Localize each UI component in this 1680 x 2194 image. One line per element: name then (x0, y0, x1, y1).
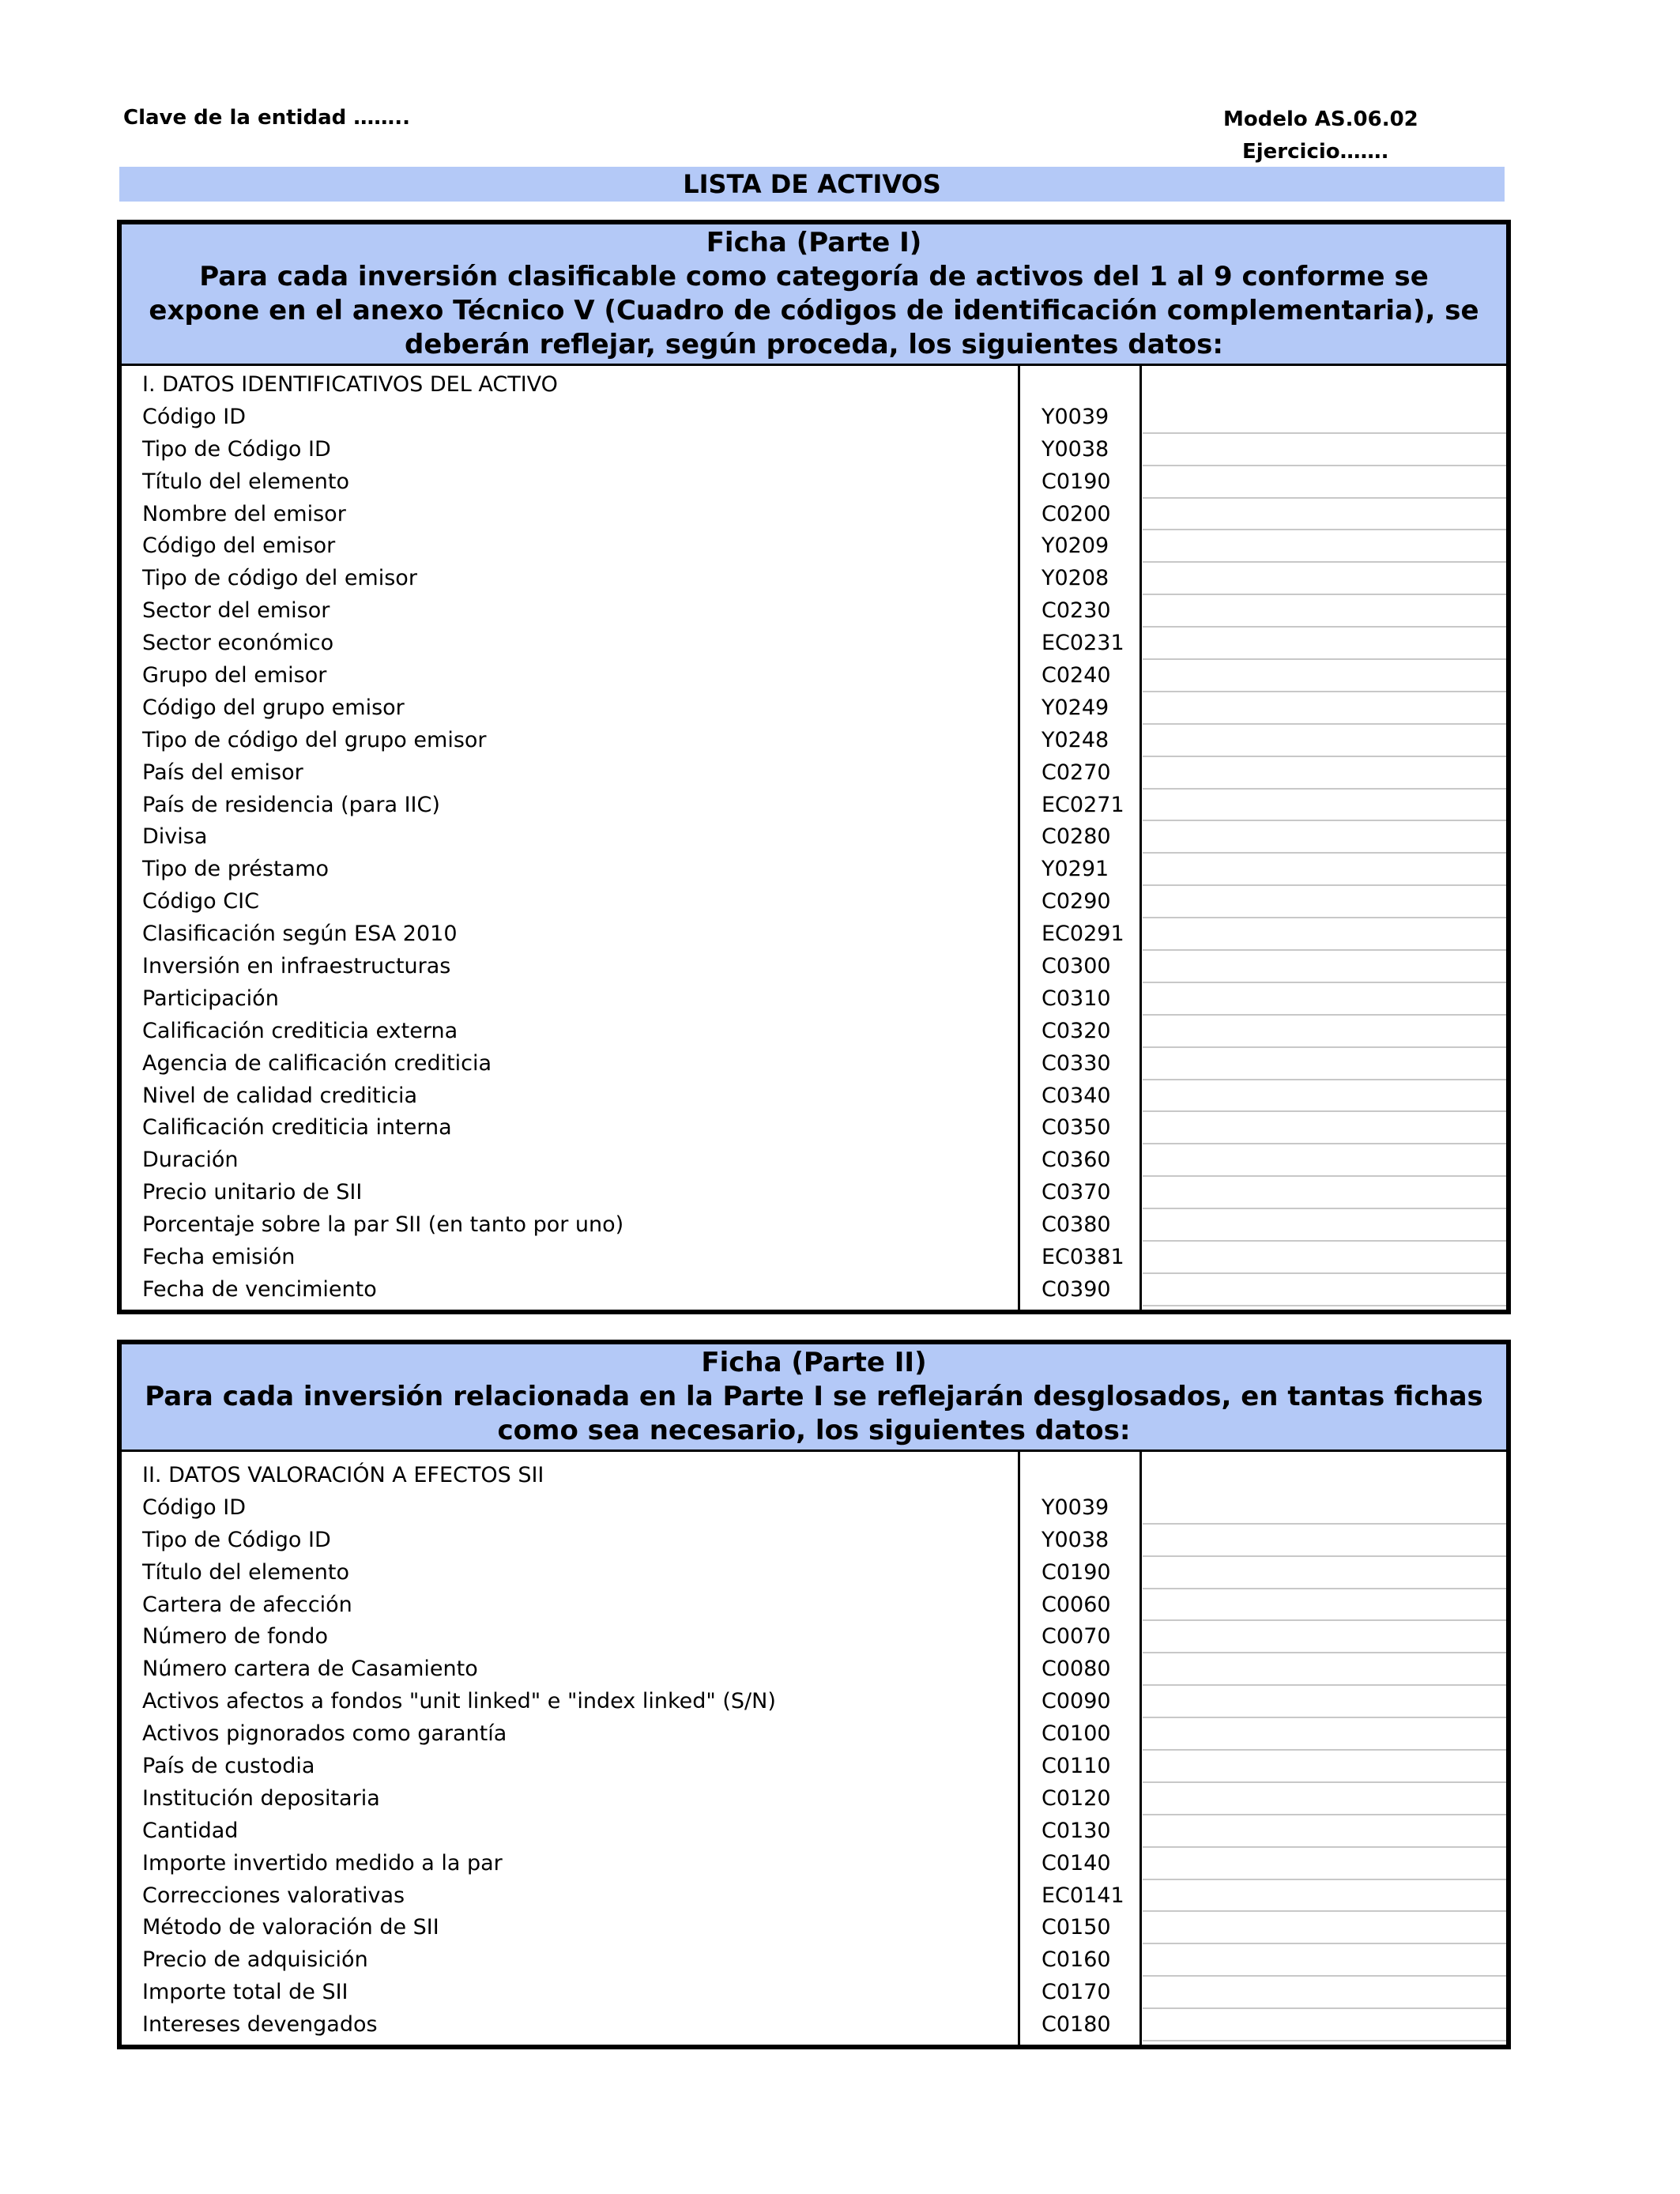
field-label: Fecha de vencimiento (142, 1276, 377, 1302)
field-code: C0090 (1042, 1689, 1111, 1714)
field-label: Importe invertido medido a la par (142, 1850, 503, 1875)
field-code: C0380 (1042, 1212, 1111, 1238)
table-row (122, 692, 1506, 725)
field-label: Tipo de Código ID (142, 1527, 331, 1552)
field-label: Agencia de calificación crediticia (142, 1050, 492, 1076)
table-row (122, 1880, 1506, 1913)
table-row (122, 1783, 1506, 1815)
table-row (122, 1016, 1506, 1048)
field-code: Y0038 (1042, 436, 1109, 462)
field-label: Código ID (142, 404, 247, 429)
field-code: C0100 (1042, 1721, 1111, 1747)
field-code: C0320 (1042, 1018, 1111, 1043)
field-label: Cartera de afección (142, 1592, 352, 1617)
field-label: Título del elemento (142, 1559, 349, 1585)
table-row (122, 628, 1506, 660)
table-row (122, 918, 1506, 951)
field-code: Y0249 (1042, 695, 1109, 720)
field-code: Y0291 (1042, 857, 1109, 882)
ficha-part-2 (117, 1340, 1511, 2049)
field-code: EC0291 (1042, 922, 1124, 947)
field-label: Código CIC (142, 889, 259, 914)
field-label: Sector económico (142, 631, 334, 656)
field-label: Número de fondo (142, 1624, 328, 1649)
field-label: Calificación crediticia interna (142, 1115, 452, 1140)
field-code: C0190 (1042, 1559, 1111, 1585)
table-row (122, 401, 1506, 434)
table-row (122, 1242, 1506, 1274)
field-code: C0340 (1042, 1083, 1111, 1108)
field-label: Importe total de SII (142, 1980, 348, 2005)
page-title: LISTA DE ACTIVOS (119, 167, 1505, 202)
field-label: Código del grupo emisor (142, 695, 405, 720)
field-label: Participación (142, 986, 279, 1011)
table-row (122, 1080, 1506, 1113)
field-code: C0110 (1042, 1754, 1111, 1779)
table-row (122, 1944, 1506, 1977)
table-row (122, 660, 1506, 692)
table-row (122, 1112, 1506, 1144)
field-label: Nivel de calidad crediticia (142, 1083, 418, 1108)
field-code: C0070 (1042, 1624, 1111, 1649)
field-code: Y0039 (1042, 404, 1109, 429)
field-code: C0190 (1042, 469, 1111, 494)
field-code: C0200 (1042, 501, 1111, 526)
ficha-part-1-title: Ficha (Parte I) (706, 227, 922, 258)
model-label: Modelo AS.06.02 (1223, 107, 1418, 131)
table-row (122, 530, 1506, 563)
table-row (122, 1977, 1506, 2009)
field-code: C0360 (1042, 1148, 1111, 1173)
table-row (122, 1848, 1506, 1880)
field-code: C0170 (1042, 1980, 1111, 2005)
table-row (122, 1525, 1506, 1557)
field-code: C0060 (1042, 1592, 1111, 1617)
field-code: C0150 (1042, 1915, 1111, 1940)
field-label: Código ID (142, 1495, 247, 1520)
field-label: Método de valoración de SII (142, 1915, 439, 1940)
field-code: C0240 (1042, 663, 1111, 688)
value-cell[interactable] (1143, 2040, 1506, 2041)
field-label: Institución depositaria (142, 1785, 380, 1811)
table-row (122, 1144, 1506, 1177)
field-code: Y0248 (1042, 727, 1109, 752)
field-label: Título del elemento (142, 469, 349, 494)
field-label: Tipo de código del emisor (142, 566, 417, 591)
field-label: Tipo de Código ID (142, 436, 331, 462)
field-code: C0130 (1042, 1818, 1111, 1843)
table-row (122, 951, 1506, 983)
table-row (122, 757, 1506, 790)
value-cell[interactable] (1143, 1305, 1506, 1306)
field-label: Grupo del emisor (142, 663, 327, 688)
table-row (122, 1815, 1506, 1848)
ficha-part-1-header (122, 224, 1506, 366)
field-label: Calificación crediticia externa (142, 1018, 458, 1043)
field-label: País de custodia (142, 1754, 315, 1779)
table-row (122, 1209, 1506, 1242)
ficha-part-1 (117, 220, 1511, 1314)
table-row (122, 2009, 1506, 2041)
table-row (122, 1718, 1506, 1751)
field-code: C0300 (1042, 954, 1111, 979)
field-code: C0310 (1042, 986, 1111, 1011)
field-label: Divisa (142, 824, 208, 850)
section-heading-row (122, 1460, 1506, 1492)
field-label: País del emisor (142, 760, 303, 785)
table-row (122, 1177, 1506, 1209)
table-row (122, 983, 1506, 1016)
field-label: Fecha emisión (142, 1245, 296, 1270)
exercise-label: Ejercicio……. (1242, 140, 1389, 164)
field-label: Tipo de código del grupo emisor (142, 727, 487, 752)
field-code: C0230 (1042, 598, 1111, 624)
field-label: Intereses devengados (142, 2012, 378, 2038)
field-code: C0370 (1042, 1180, 1111, 1205)
table-row (122, 595, 1506, 628)
field-label: Tipo de préstamo (142, 857, 330, 882)
field-label: Activos afectos a fondos "unit linked" e "index linked" (S/N) (142, 1689, 776, 1714)
field-code: C0080 (1042, 1657, 1111, 1682)
field-label: Clasificación según ESA 2010 (142, 922, 458, 947)
table-row (122, 725, 1506, 757)
entity-key-label: Clave de la entidad …….. (123, 106, 411, 130)
field-label: Sector del emisor (142, 598, 330, 624)
table-row (122, 1751, 1506, 1783)
field-code: EC0141 (1042, 1883, 1124, 1908)
table-row (122, 790, 1506, 822)
field-code: C0140 (1042, 1850, 1111, 1875)
field-label: Correcciones valorativas (142, 1883, 405, 1908)
section-heading-row (122, 369, 1506, 401)
table-row (122, 563, 1506, 595)
field-code: C0280 (1042, 824, 1111, 850)
field-code: C0390 (1042, 1276, 1111, 1302)
field-code: EC0381 (1042, 1245, 1124, 1270)
field-code: C0180 (1042, 2012, 1111, 2038)
table-row (122, 1492, 1506, 1525)
table-row (122, 1274, 1506, 1306)
table-row (122, 1653, 1506, 1686)
ficha-part-2-description: Para cada inversión relacionada en la Parte I se reflejarán desglosados, en tantas fichas como sea necesario, los siguientes datos: (145, 1381, 1483, 1446)
ficha-part-1-description: Para cada inversión clasificable como categoría de activos del 1 al 9 conforme se expone en el anexo Técnico V (Cuadro de códigos de identificación complementaria), se deberán reflejar, según proceda, los siguientes datos: (149, 261, 1479, 360)
table-row (122, 466, 1506, 499)
table-row (122, 854, 1506, 886)
ficha-part-2-header (122, 1344, 1506, 1452)
table-row (122, 1621, 1506, 1653)
table-row (122, 1589, 1506, 1622)
table-row (122, 821, 1506, 854)
table-row (122, 1557, 1506, 1589)
field-label: Código del emisor (142, 533, 336, 559)
field-label: País de residencia (para IIC) (142, 792, 440, 817)
field-label: Duración (142, 1148, 239, 1173)
table-row (122, 1686, 1506, 1718)
ficha-part-2-table (122, 1452, 1506, 2045)
field-label: Nombre del emisor (142, 501, 346, 526)
field-label: Porcentaje sobre la par SII (en tanto por uno) (142, 1212, 624, 1238)
field-code: Y0208 (1042, 566, 1109, 591)
field-code: C0350 (1042, 1115, 1111, 1140)
section-heading: I. DATOS IDENTIFICATIVOS DEL ACTIVO (142, 372, 558, 397)
field-code: Y0039 (1042, 1495, 1109, 1520)
field-code: C0290 (1042, 889, 1111, 914)
section-heading: II. DATOS VALORACIÓN A EFECTOS SII (142, 1463, 544, 1487)
field-code: C0330 (1042, 1050, 1111, 1076)
field-label: Precio unitario de SII (142, 1180, 363, 1205)
field-code: C0160 (1042, 1947, 1111, 1973)
field-code: Y0209 (1042, 533, 1109, 559)
field-code: EC0271 (1042, 792, 1124, 817)
table-row (122, 886, 1506, 918)
table-row (122, 1048, 1506, 1080)
field-code: Y0038 (1042, 1527, 1109, 1552)
table-row (122, 499, 1506, 531)
ficha-part-2-title: Ficha (Parte II) (701, 1347, 927, 1378)
table-row (122, 434, 1506, 466)
field-label: Número cartera de Casamiento (142, 1657, 478, 1682)
field-label: Activos pignorados como garantía (142, 1721, 507, 1747)
ficha-part-1-table (122, 366, 1506, 1310)
field-label: Inversión en infraestructuras (142, 954, 451, 979)
field-code: EC0231 (1042, 631, 1124, 656)
table-row (122, 1912, 1506, 1944)
field-label: Precio de adquisición (142, 1947, 368, 1973)
field-label: Cantidad (142, 1818, 239, 1843)
field-code: C0120 (1042, 1785, 1111, 1811)
field-code: C0270 (1042, 760, 1111, 785)
